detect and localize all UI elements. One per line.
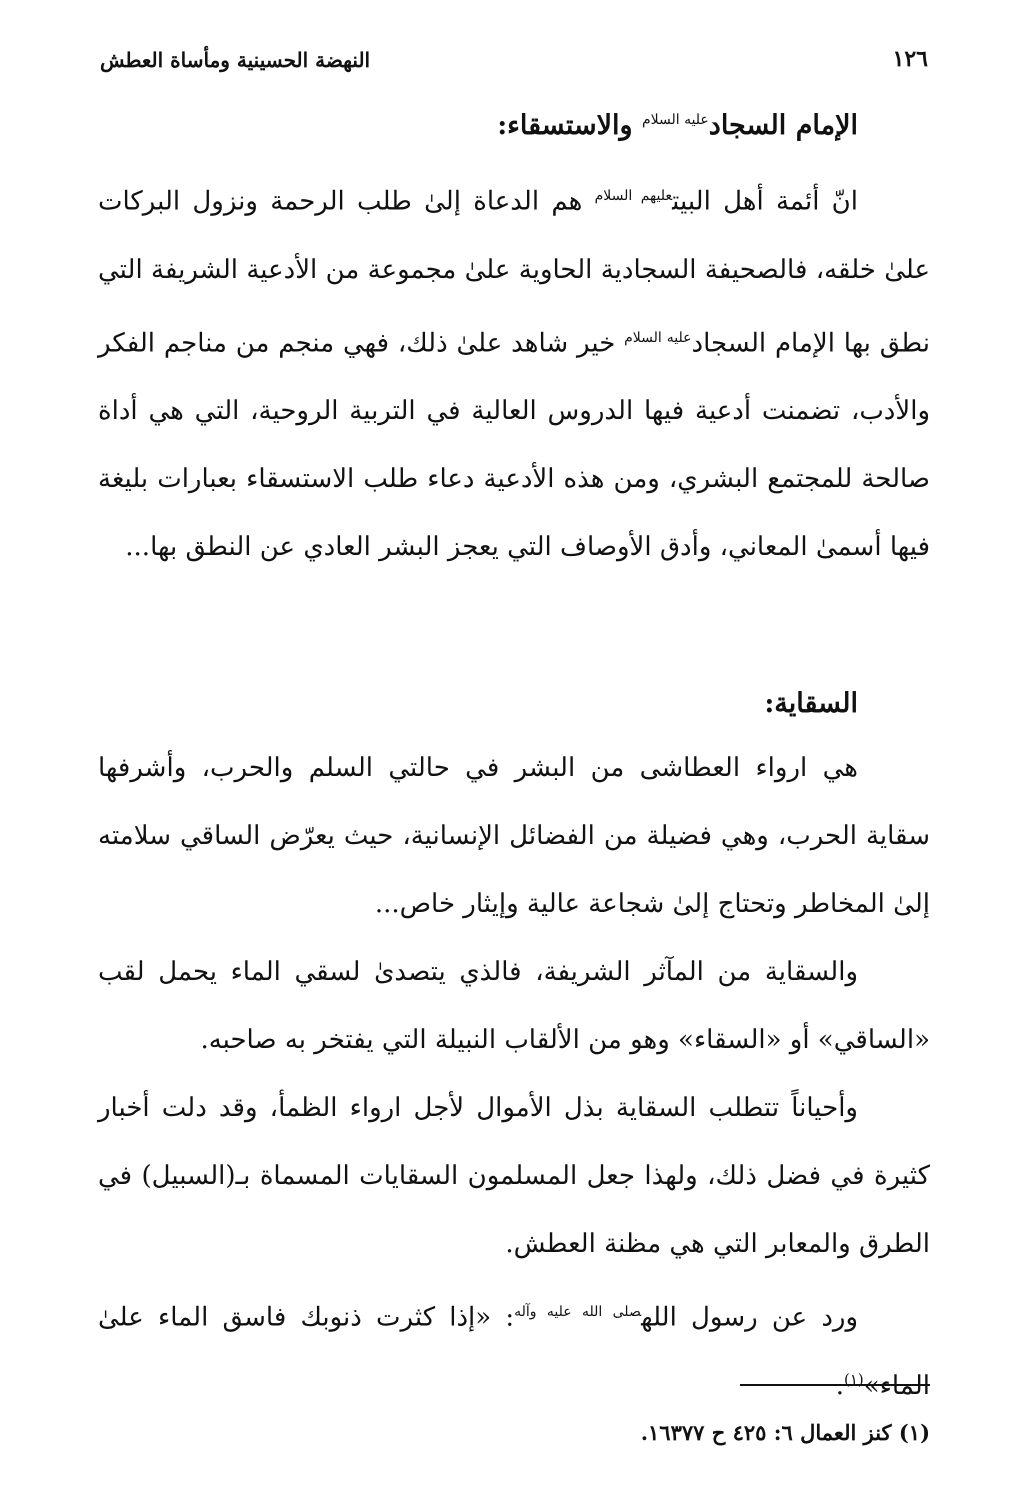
honorific-mark: عليه السلام <box>624 329 692 346</box>
paragraph-text: انّ أئمة أهل البيت <box>672 186 858 217</box>
section-heading-siqaya: السقاية: <box>764 688 858 719</box>
paragraph-end: . <box>835 1370 844 1401</box>
paragraph-text: خير شاهد علىٰ ذلك، فهي منجم من مناجم الفكر والأدب، تضمنت أدعية فيها الدروس العالية في التربية الروحية، التي هي أداة صالحة للمجتمع البشري، ومن هذه الأدعية دعاء طلب الاستسقاء بعبارات بليغة فيها أسمىٰ المعاني، وأدق الأوصاف التي يعجز البشر العادي عن النطق بها... <box>98 328 930 563</box>
paragraph-text: ورد عن رسول الله <box>641 1302 859 1333</box>
section-heading-imam-sajjad <box>497 110 858 141</box>
page-number: ١٢٦ <box>892 46 928 72</box>
footnote: (١) كنز العمال ٦: ٤٢٥ ح ١٦٣٧٧. <box>640 1420 930 1445</box>
honorific-mark: صلى الله عليه وآله <box>514 1304 642 1320</box>
running-header <box>100 46 928 80</box>
paragraph-imams-supplication <box>98 162 930 581</box>
footnote-divider <box>740 1384 930 1386</box>
heading-text-rest: والاستسقاء: <box>497 110 642 141</box>
book-title: النهضة الحسينية ومأساة العطش <box>100 48 371 72</box>
footnote-reference[interactable]: (١) <box>843 1370 864 1388</box>
paragraph-text: هم الدعاة إلىٰ طلب الرحمة ونزول البركات علىٰ خلقه، فالصحيفة السجادية الحاوية علىٰ مجموعة من الأدعية الشريفة التي نطق بها الإمام السجاد <box>98 186 930 359</box>
hadith-quote: : «إذا كثرت ذنوبك فاسق الماء علىٰ الماء» <box>98 1302 930 1401</box>
paragraph-siqaya-funding: وأحياناً تتطلب السقاية بذل الأموال لأجل ارواء الظمأ، وقد دلت أخبار كثيرة في فضل ذلك، ولهذا جعل المسلمون السقايات المسماة بـ(السبيل) في الطرق والمعابر التي هي مظنة العطش. <box>98 1093 930 1259</box>
paragraph-siqaya-virtue: والسقاية من المآثر الشريفة، فالذي يتصدىٰ لسقي الماء يحمل لقب «الساقي» أو «السقاء» وهو من الألقاب النبيلة التي يفتخر به صاحبه. <box>98 957 930 1055</box>
heading-text: الإمام السجاد <box>708 110 858 141</box>
honorific-mark: عليهم السلام <box>594 188 673 204</box>
paragraph-hadith <box>98 1278 930 1420</box>
paragraph-siqaya-definition: هي ارواء العطاشى من البشر في حالتي السلم والحرب، وأشرفها سقاية الحرب، وهي فضيلة من الفضائل الإنسانية، حيث يعرّض الساقي سلامته إلىٰ المخاطر وتحتاج إلىٰ شجاعة عالية وإيثار خاص... <box>98 753 930 919</box>
honorific-mark: عليه السلام <box>641 112 709 128</box>
